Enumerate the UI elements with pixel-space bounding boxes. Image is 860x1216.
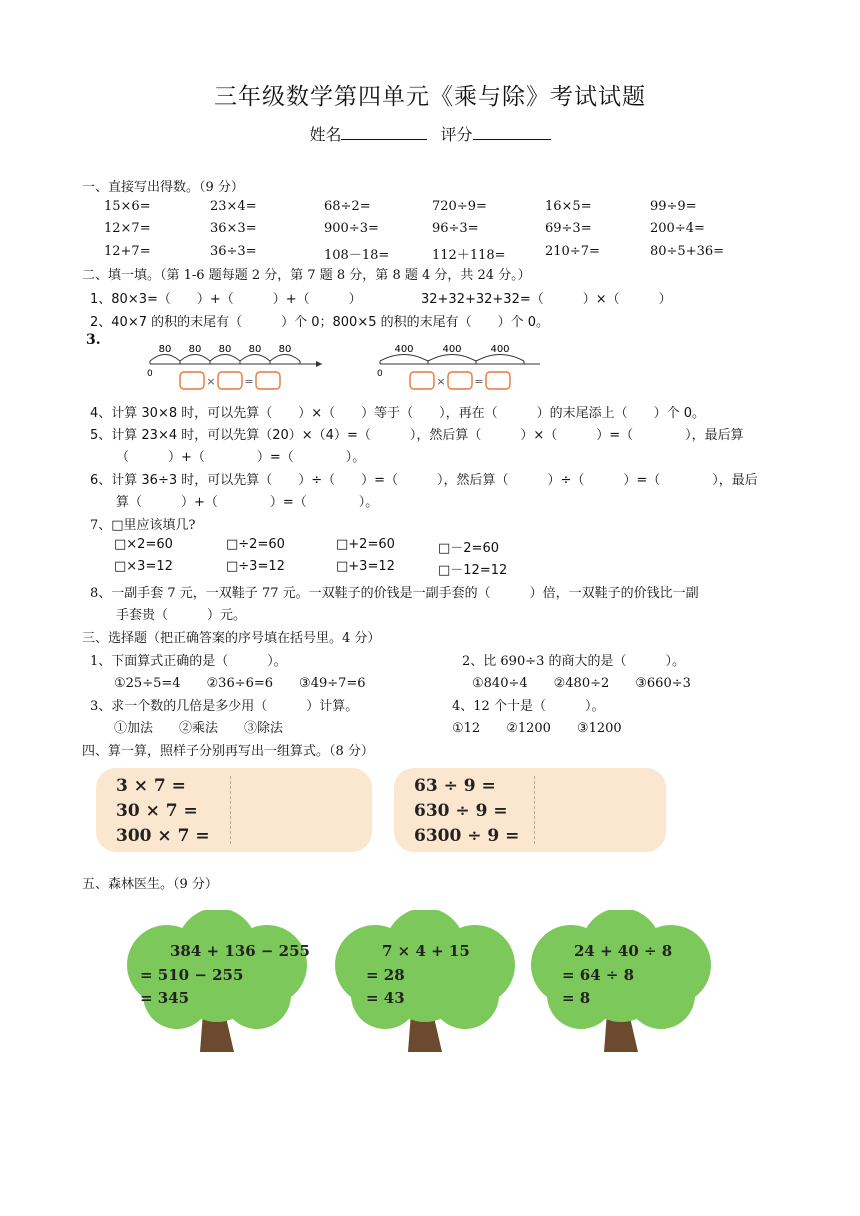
tree-calc-line: = 510 − 255 xyxy=(140,966,244,984)
panel-equation: 6300 ÷ 9 = xyxy=(414,826,520,846)
panel-divider xyxy=(534,776,535,844)
jump-arc xyxy=(270,355,300,362)
arrow-head xyxy=(316,361,322,367)
oral-calc-item: 80÷5+36= xyxy=(650,244,725,259)
panel-equation: 63 ÷ 9 = xyxy=(414,776,496,796)
q2-7-heading: 7、□里应该填几? xyxy=(90,518,196,533)
jump-label: 80 xyxy=(158,344,172,355)
fill-box-equation: □÷3=12 xyxy=(226,559,285,574)
tree-calc-line: = 8 xyxy=(562,989,591,1007)
oral-calc-item: 112＋118= xyxy=(432,248,506,263)
answer-box[interactable] xyxy=(486,372,510,389)
number-line-diagrams xyxy=(140,338,540,398)
tree-illustration xyxy=(330,910,520,1058)
panel-equation: 630 ÷ 9 = xyxy=(414,801,508,821)
q2-3-label: 3. xyxy=(86,332,101,348)
oral-calc-item: 36×3= xyxy=(210,221,257,236)
answer-box[interactable] xyxy=(218,372,242,389)
score-label: 评分 xyxy=(440,125,473,144)
q3-2-options: ①840÷4 ②480÷2 ③660÷3 xyxy=(472,676,691,691)
answer-box[interactable] xyxy=(410,372,434,389)
tree-calc-line: 24 + 40 ÷ 8 xyxy=(574,942,673,960)
fill-box-equation: □÷2=60 xyxy=(226,537,285,552)
equals-sign: = xyxy=(474,375,484,388)
q2-6a: 6、计算 36÷3 时，可以先算（ ）÷（ ）=（ ），然后算（ ）÷（ ）=（ ），最后 xyxy=(90,473,758,488)
tree-illustration xyxy=(122,910,312,1058)
fill-box-equation: □×2=60 xyxy=(114,537,173,552)
jump-label: 80 xyxy=(278,344,292,355)
q3-1: 1、下面算式正确的是（ ）。 xyxy=(90,654,287,669)
q2-2: 2、40×7 的积的末尾有（ ）个 0；800×5 的积的末尾有（ ）个 0。 xyxy=(90,315,550,330)
q3-2: 2、比 690÷3 的商大的是（ ）。 xyxy=(462,654,686,669)
panel-equation: 3 × 7 = xyxy=(116,776,186,796)
q3-4-options: ①12 ②1200 ③1200 xyxy=(452,721,622,736)
section-2-heading: 二、填一填。（第 1-6 题每题 2 分，第 7 题 8 分，第 8 题 4 分，共 24 分。） xyxy=(82,268,531,283)
jump-label: 80 xyxy=(248,344,262,355)
oral-calc-item: 69÷3= xyxy=(545,221,592,236)
section-5-heading: 五、森林医生。（9 分） xyxy=(82,877,218,892)
number-line-80 xyxy=(147,344,322,389)
oral-calc-item: 23×4= xyxy=(210,199,257,214)
q2-1b: 32+32+32+32=（ ）×（ ） xyxy=(421,292,672,307)
section-3-heading: 三、选择题（把正确答案的序号填在括号里。4 分） xyxy=(82,631,381,646)
answer-box[interactable] xyxy=(256,372,280,389)
page-title: 三年级数学第四单元《乘与除》考试试题 xyxy=(214,84,646,110)
jump-label: 80 xyxy=(188,344,202,355)
panel-equation: 30 × 7 = xyxy=(116,801,198,821)
oral-calc-item: 720÷9= xyxy=(432,199,487,214)
jump-arc xyxy=(240,355,270,362)
fill-box-equation: □－12=12 xyxy=(438,563,508,578)
answer-box[interactable] xyxy=(448,372,472,389)
multiply-panel xyxy=(96,768,372,852)
q3-3-options: ①加法 ②乘法 ③除法 xyxy=(114,721,284,736)
tree-calc-line: 384 + 136 − 255 xyxy=(170,942,310,960)
q3-1-options: ①25÷5=4 ②36÷6=6 ③49÷7=6 xyxy=(114,676,366,691)
tree-illustration xyxy=(526,910,716,1058)
q2-6b: 算（ ）+（ ）=（ ）。 xyxy=(116,495,379,510)
oral-calc-item: 200÷4= xyxy=(650,221,705,236)
tree-calc-line: = 345 xyxy=(140,989,190,1007)
q2-4: 4、计算 30×8 时，可以先算（ ）×（ ）等于（ ），再在（ ）的末尾添上（ ）个 0。 xyxy=(90,406,706,421)
jump-arc xyxy=(428,355,476,362)
times-sign: × xyxy=(206,375,216,388)
number-line-400 xyxy=(377,344,540,389)
jump-arc xyxy=(476,355,524,362)
q3-4: 4、12 个十是（ ）。 xyxy=(452,699,605,714)
panel-equation: 300 × 7 = xyxy=(116,826,210,846)
oral-calc-item: 108－18= xyxy=(324,248,390,263)
fill-box-equation: □－2=60 xyxy=(438,541,499,556)
oral-calc-item: 99÷9= xyxy=(650,199,697,214)
panel-divider xyxy=(230,776,231,844)
equals-sign: = xyxy=(244,375,254,388)
zero-label: 0 xyxy=(377,369,383,379)
q2-8b: 手套贵（ ）元。 xyxy=(116,608,247,623)
oral-calc-item: 12×7= xyxy=(104,221,151,236)
jump-label: 400 xyxy=(490,344,510,355)
tree-calc-line: = 43 xyxy=(366,989,405,1007)
fill-box-equation: □+2=60 xyxy=(336,537,395,552)
name-blank[interactable] xyxy=(341,125,427,140)
score-blank[interactable] xyxy=(473,125,551,140)
answer-box[interactable] xyxy=(180,372,204,389)
divide-panel xyxy=(394,768,666,852)
jump-arc xyxy=(210,355,240,362)
q2-8a: 8、一副手套 7 元，一双鞋子 77 元。一双鞋子的价钱是一副手套的（ ）倍，一双鞋子的价钱比一副 xyxy=(90,586,699,601)
oral-calc-item: 16×5= xyxy=(545,199,592,214)
tree-calc-line: = 28 xyxy=(366,966,405,984)
oral-calc-item: 68÷2= xyxy=(324,199,371,214)
q2-1a: 1、80×3=（ ）+（ ）+（ ） xyxy=(90,292,362,307)
jump-label: 400 xyxy=(442,344,462,355)
zero-label: 0 xyxy=(147,369,153,379)
jump-label: 80 xyxy=(218,344,232,355)
times-sign: × xyxy=(436,375,446,388)
tree-calc-line: = 64 ÷ 8 xyxy=(562,966,635,984)
oral-calc-item: 12+7= xyxy=(104,244,151,259)
name-label: 姓名 xyxy=(309,125,342,144)
section-4-heading: 四、算一算，照样子分别再写出一组算式。（8 分） xyxy=(82,744,374,759)
jump-arc xyxy=(180,355,210,362)
oral-calc-item: 900÷3= xyxy=(324,221,379,236)
q3-3: 3、求一个数的几倍是多少用（ ）计算。 xyxy=(90,699,359,714)
oral-calc-item: 210÷7= xyxy=(545,244,600,259)
fill-box-equation: □×3=12 xyxy=(114,559,173,574)
jump-arc xyxy=(150,355,180,362)
jump-label: 400 xyxy=(394,344,414,355)
tree-calc-line: 7 × 4 + 15 xyxy=(382,942,470,960)
oral-calc-item: 96÷3= xyxy=(432,221,479,236)
jump-arc xyxy=(380,355,428,362)
section-1-heading: 一、直接写出得数。（9 分） xyxy=(82,180,244,195)
name-score-line xyxy=(0,122,860,145)
oral-calc-item: 15×6= xyxy=(104,199,151,214)
q2-5a: 5、计算 23×4 时，可以先算（20）×（4）=（ ），然后算（ ）×（ ）=（ ），最后算 xyxy=(90,428,744,443)
fill-box-equation: □+3=12 xyxy=(336,559,395,574)
q2-5b: （ ）+（ ）=（ ）。 xyxy=(116,450,366,465)
oral-calc-item: 36÷3= xyxy=(210,244,257,259)
